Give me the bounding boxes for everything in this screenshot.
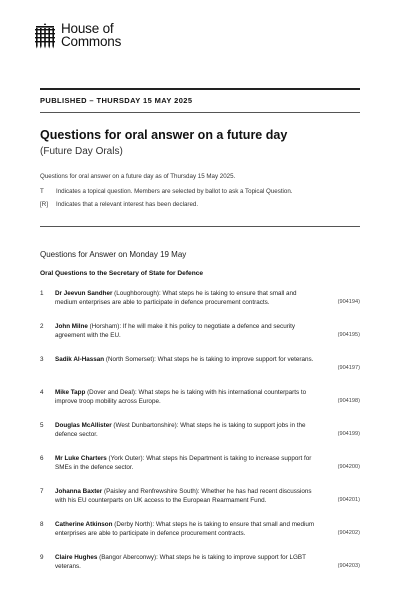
- question-number: 4: [40, 389, 44, 396]
- question-ref: (904203): [337, 563, 360, 569]
- member-name: John Milne: [55, 323, 88, 330]
- question-number: 7: [40, 488, 44, 495]
- question-body: (Paisley and Renfrewshire South): Whether he has had recent discussions with his EU counterparts on UK access to the European Rearmament Fund.: [55, 488, 312, 504]
- question-body: (West Dunbartonshire): What steps he is taking to support jobs in the defence sector.: [55, 422, 306, 438]
- member-name: Mike Tapp: [55, 389, 86, 396]
- question-number: 9: [40, 554, 44, 561]
- question-body: (York Outer): What steps his Department is taking to increase support for SMEs in the defence sector.: [55, 455, 312, 471]
- question-item: [40, 355, 360, 388]
- question-ref: (904195): [337, 332, 360, 338]
- question-list: [40, 289, 360, 586]
- member-name: Dr Jeevun Sandher: [55, 290, 113, 297]
- page-subtitle: (Future Day Orals): [40, 146, 123, 157]
- question-ref: (904197): [337, 365, 360, 371]
- question-text: [55, 322, 320, 340]
- section-title: Questions for Answer on Monday 19 May: [40, 250, 187, 259]
- question-item: [40, 553, 360, 586]
- top-rule: [40, 88, 360, 90]
- question-text: [55, 487, 320, 505]
- question-number: 3: [40, 356, 44, 363]
- legend-text: Indicates that a relevant interest has been declared.: [56, 201, 199, 208]
- member-name: Johanna Baxter: [55, 488, 103, 495]
- member-name: Douglas McAllister: [55, 422, 112, 429]
- question-text: [55, 388, 320, 406]
- question-number: 6: [40, 455, 44, 462]
- member-name: Catherine Atkinson: [55, 521, 113, 528]
- question-item: [40, 520, 360, 553]
- question-item: [40, 322, 360, 355]
- question-ref: (904202): [337, 530, 360, 536]
- department-heading: Oral Questions to the Secretary of State for Defence: [40, 270, 204, 277]
- question-number: 8: [40, 521, 44, 528]
- question-body: (Dover and Deal): What steps he is taking with his international counterparts to improve troop mobility across Europe.: [55, 389, 307, 405]
- question-ref: (904201): [337, 497, 360, 503]
- logo-wordmark: [61, 22, 121, 48]
- question-text: [55, 520, 320, 538]
- question-body: (Derby North): What steps he is taking to ensure that small and medium enterprises are able to participate in defence procurement contracts.: [55, 521, 315, 537]
- question-number: 2: [40, 323, 44, 330]
- question-body: (Bangor Aberconwy): What steps he is taking to improve support for LGBT veterans.: [55, 554, 306, 570]
- question-ref: (904199): [337, 431, 360, 437]
- question-body: (Horsham): If he will make it his policy to negotiate a defence and security agreement with the EU.: [55, 323, 296, 339]
- page-title: Questions for oral answer on a future day: [40, 128, 288, 142]
- question-text: [55, 289, 320, 307]
- question-text: [55, 454, 320, 472]
- published-rule: [40, 112, 360, 113]
- question-text: [55, 355, 320, 364]
- member-name: Claire Hughes: [55, 554, 98, 561]
- question-ref: (904198): [337, 398, 360, 404]
- legend-symbol: T: [40, 188, 44, 195]
- question-number: 1: [40, 290, 44, 297]
- question-item: [40, 421, 360, 454]
- question-item: [40, 388, 360, 421]
- question-ref: (904200): [337, 464, 360, 470]
- section-rule: [40, 226, 360, 227]
- member-name: Mr Luke Charters: [55, 455, 107, 462]
- portcullis-icon: [34, 23, 56, 49]
- question-item: [40, 454, 360, 487]
- legend-symbol: [R]: [40, 201, 48, 208]
- question-body: (Loughborough): What steps he is taking to ensure that small and medium enterprises are able to participate in defence procurement contracts.: [55, 290, 297, 306]
- logo-line2: Commons: [61, 34, 122, 49]
- legend-text: Indicates a topical question. Members are selected by ballot to ask a Topical Question.: [56, 188, 293, 195]
- member-name: Sadik Al-Hassan: [55, 356, 105, 363]
- intro-text: Questions for oral answer on a future day as of Thursday 15 May 2025.: [40, 173, 236, 180]
- question-number: 5: [40, 422, 44, 429]
- published-date: PUBLISHED – THURSDAY 15 MAY 2025: [40, 96, 193, 105]
- logo-line1: House of: [61, 21, 114, 36]
- legend-interest: [40, 201, 198, 208]
- question-text: [55, 553, 320, 571]
- question-item: [40, 487, 360, 520]
- question-item: [40, 289, 360, 322]
- legend-topical: [40, 188, 293, 195]
- question-body: (North Somerset): What steps he is taking to improve support for veterans.: [104, 356, 314, 363]
- question-ref: (904194): [337, 299, 360, 305]
- house-of-commons-logo: [34, 22, 121, 49]
- question-text: [55, 421, 320, 439]
